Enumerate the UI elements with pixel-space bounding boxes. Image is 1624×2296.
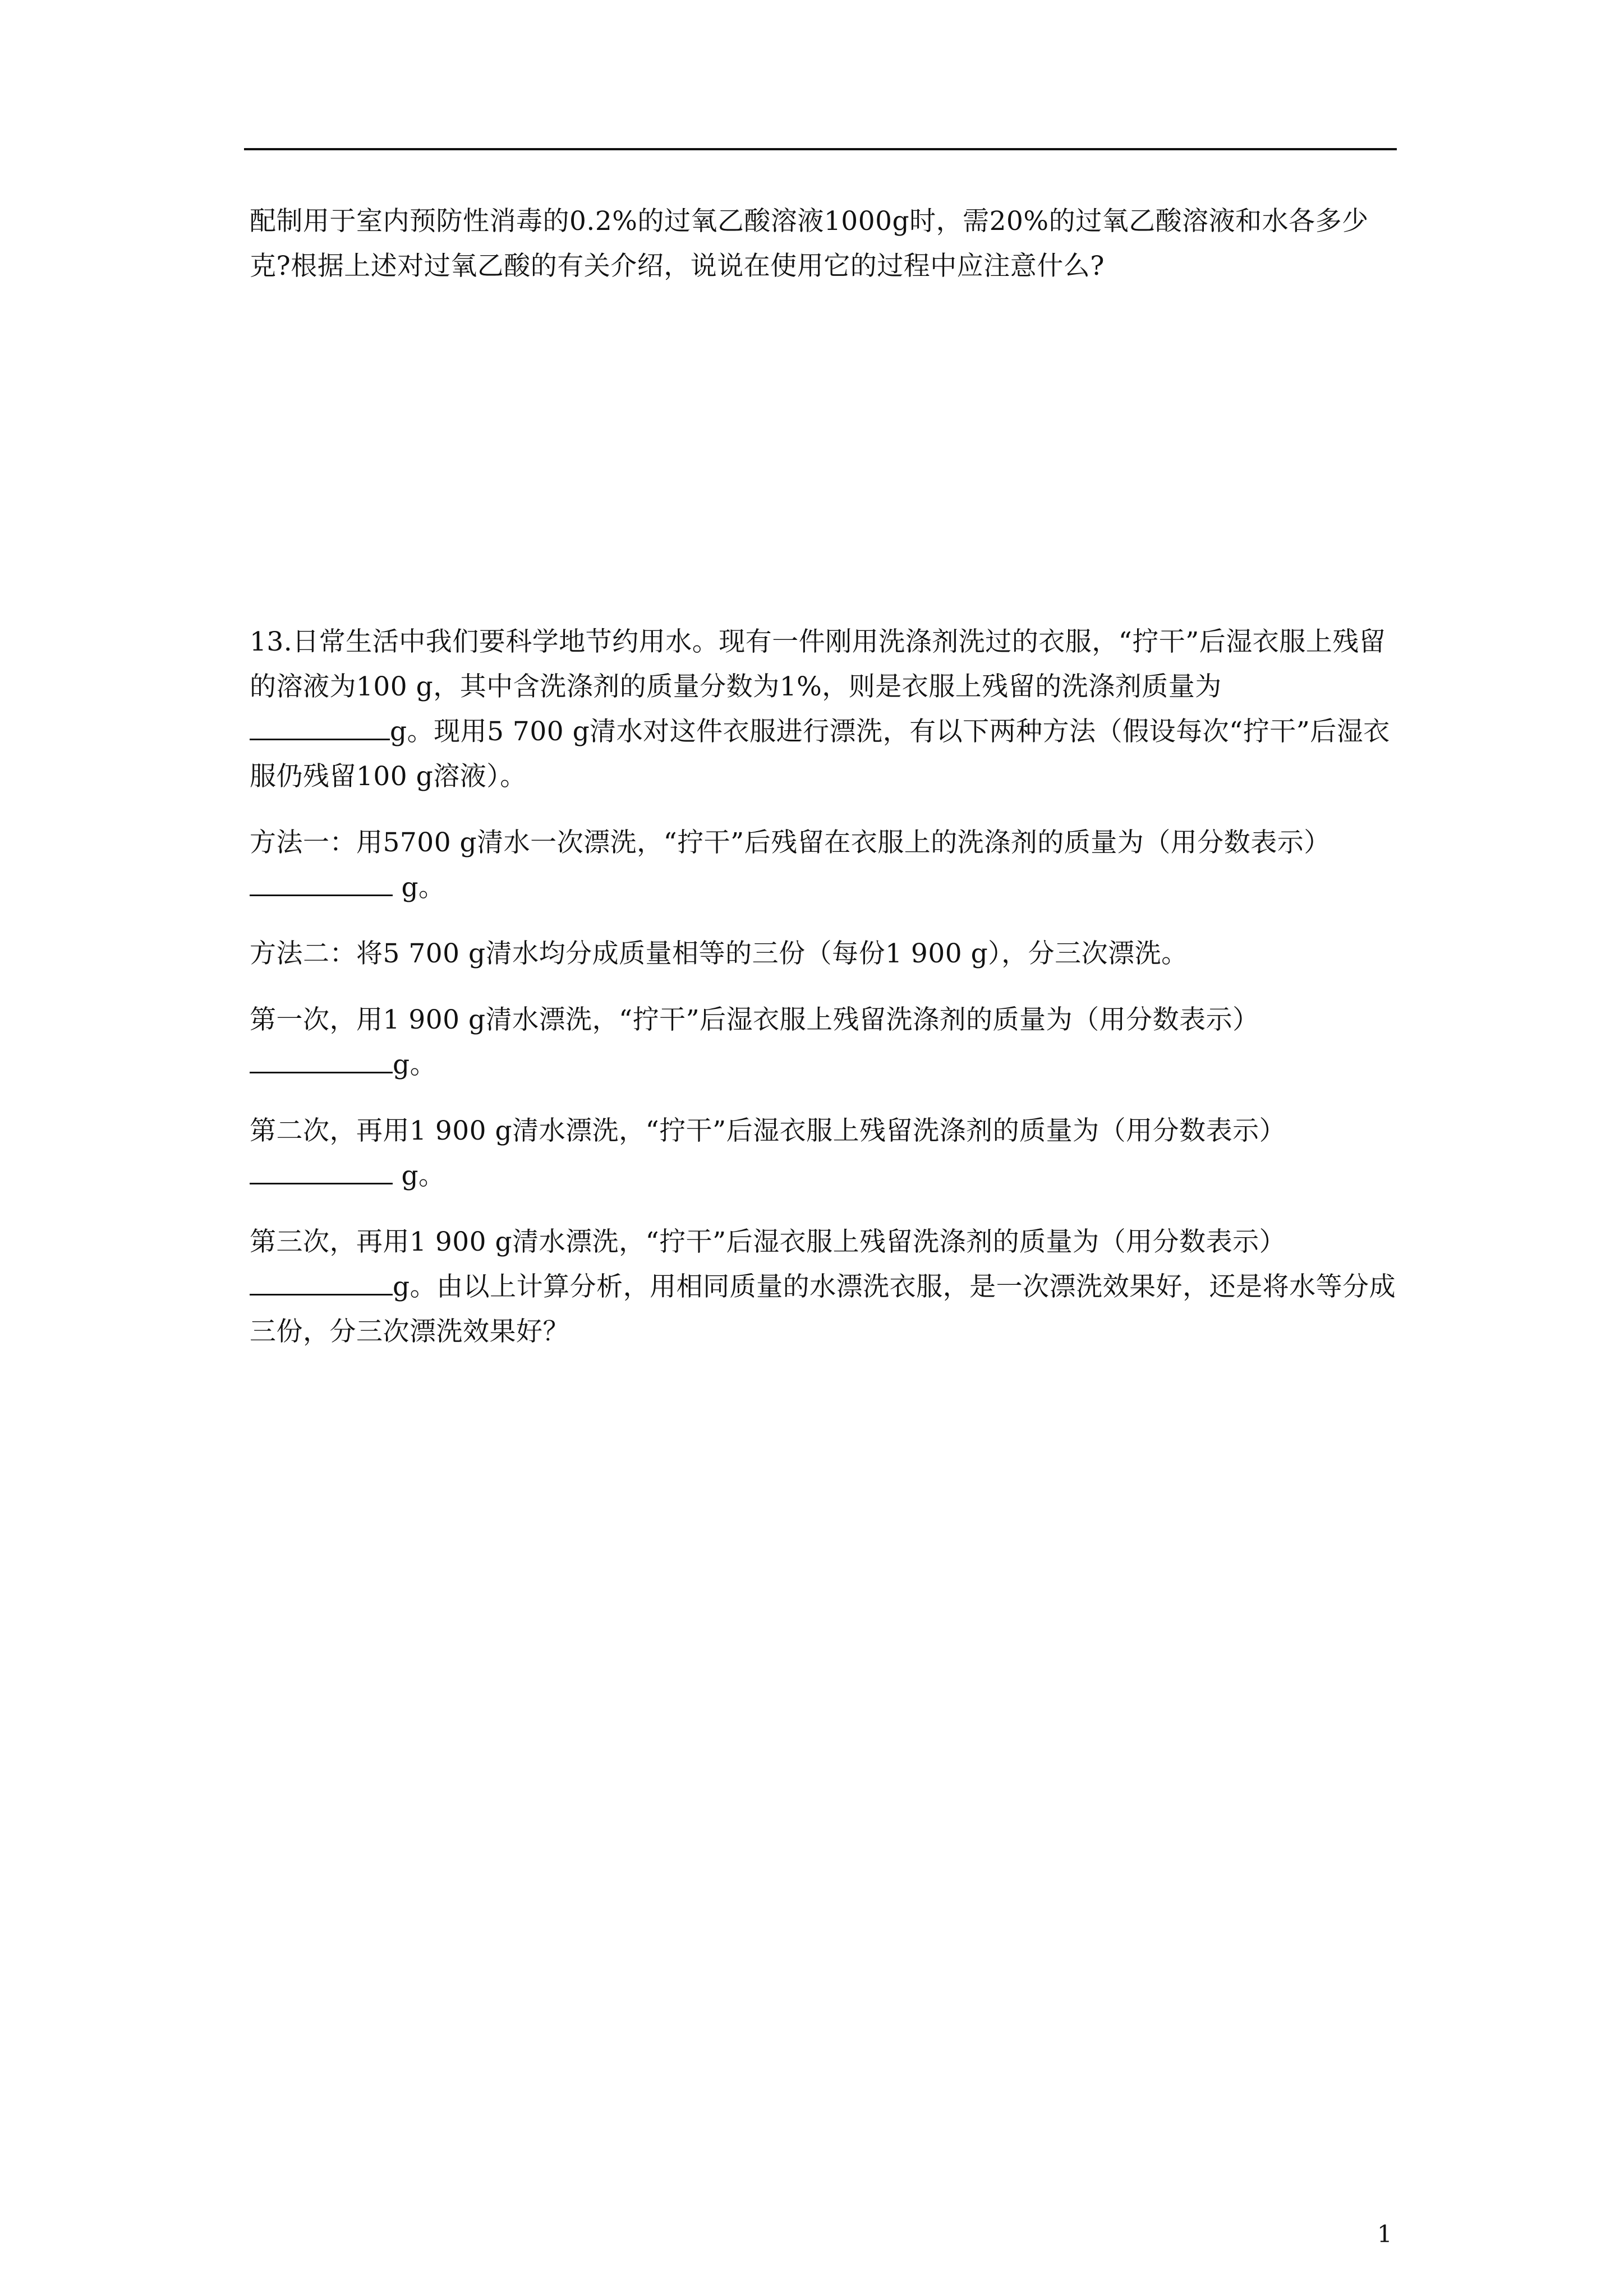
second-rinse-paragraph: [250, 1109, 1400, 1198]
answer-blank-5[interactable]: [250, 1267, 393, 1295]
question-13-text-b: g。现用5 700 g清水对这件衣服进行漂洗，有以下两种方法（假设每次“拧干”后湿衣服仍残留100 g溶液）。: [250, 716, 1390, 792]
answer-space: [250, 289, 1400, 620]
method-one-text: 方法一：用5700 g清水一次漂洗，“拧干”后残留在衣服上的洗涤剂的质量为（用分数表示）: [250, 827, 1331, 858]
intro-paragraph: 配制用于室内预防性消毒的0.2%的过氧乙酸溶液1000g时，需20%的过氧乙酸溶液和水各多少克?根据上述对过氧乙酸的有关介绍，说说在使用它的过程中应注意什么?: [250, 206, 1369, 282]
header-rule: [244, 148, 1397, 150]
third-rinse-paragraph: [250, 1220, 1400, 1354]
answer-blank-1[interactable]: [250, 712, 390, 740]
page-number: 1: [1377, 2220, 1392, 2248]
question-13-intro: [250, 620, 1400, 799]
answer-blank-3[interactable]: [250, 1045, 393, 1073]
third-rinse-text: 第三次，再用1 900 g清水漂洗，“拧干”后湿衣服上残留洗涤剂的质量为（用分数表示）: [250, 1227, 1286, 1257]
answer-blank-2[interactable]: [250, 868, 393, 896]
question-13-text-a: 13.日常生活中我们要科学地节约用水。现有一件刚用洗涤剂洗过的衣服，“拧干”后湿衣服上残留的溶液为100 g，其中含洗涤剂的质量分数为1%，则是衣服上残留的洗涤剂质量为: [250, 626, 1386, 702]
method-one-unit: g。: [393, 872, 445, 903]
third-rinse-conclusion: g。由以上计算分析，用相同质量的水漂洗衣服，是一次漂洗效果好，还是将水等分成三份，分三次漂洗效果好？: [250, 1271, 1396, 1347]
second-rinse-unit: g。: [393, 1160, 445, 1191]
page-content: [250, 199, 1400, 1354]
second-rinse-text: 第二次，再用1 900 g清水漂洗，“拧干”后湿衣服上残留洗涤剂的质量为（用分数表示）: [250, 1115, 1286, 1146]
answer-blank-4[interactable]: [250, 1156, 393, 1184]
method-two-paragraph: 方法二：将5 700 g清水均分成质量相等的三份（每份1 900 g），分三次漂洗。: [250, 938, 1188, 969]
first-rinse-text: 第一次，用1 900 g清水漂洗，“拧干”后湿衣服上残留洗涤剂的质量为（用分数表示）: [250, 1004, 1259, 1035]
first-rinse-unit: g。: [393, 1049, 437, 1080]
first-rinse-paragraph: [250, 998, 1400, 1087]
method-one-paragraph: [250, 820, 1400, 910]
